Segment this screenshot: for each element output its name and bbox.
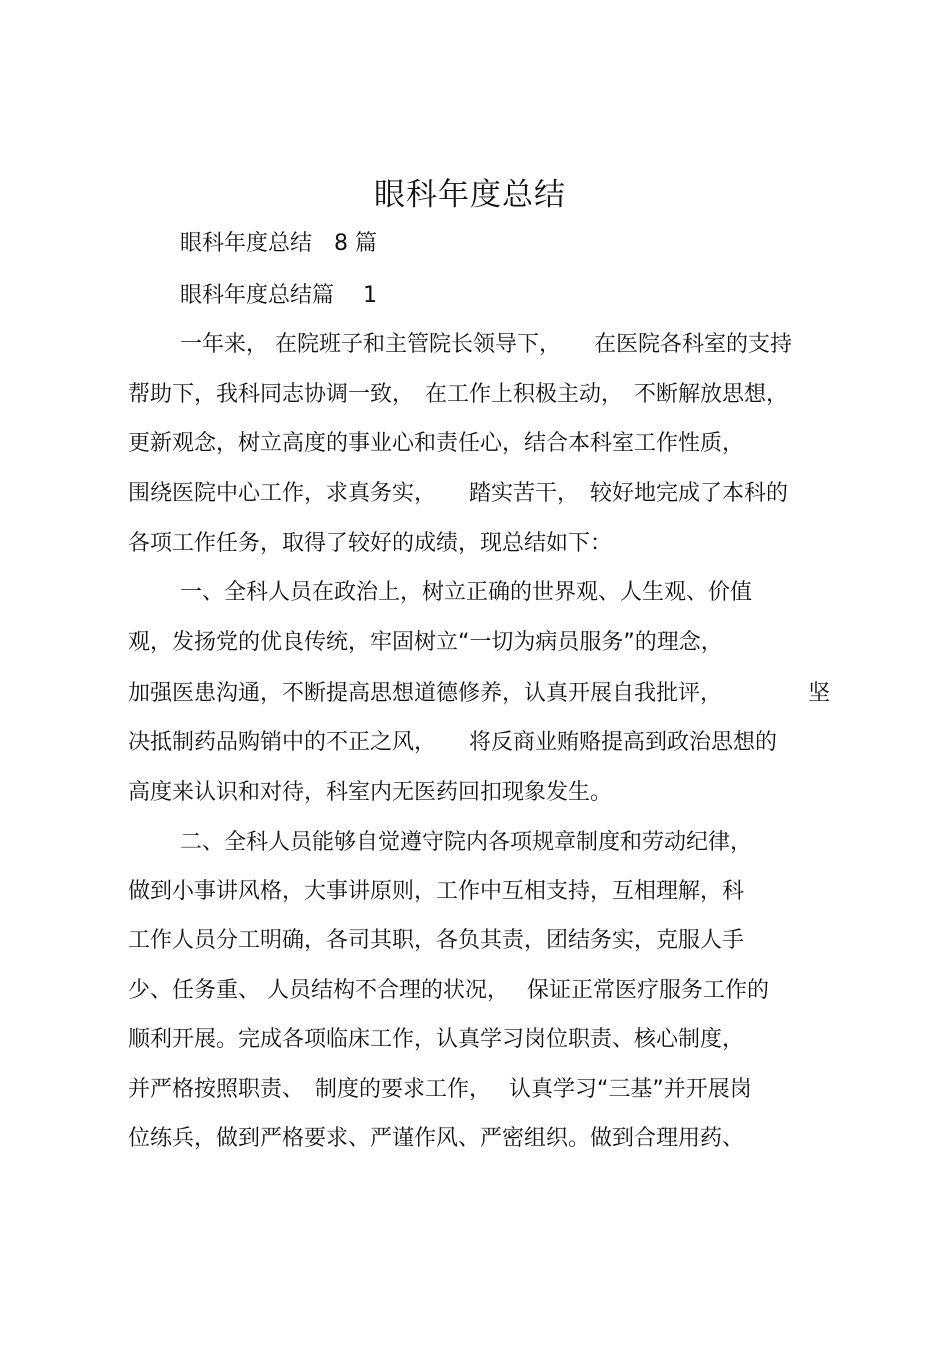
paragraph-line-overflow: 坚 bbox=[808, 681, 831, 706]
section-heading: 眼科年度总结篇 1 bbox=[180, 283, 377, 308]
paragraph-line: 各项工作任务，取得了较好的成绩，现总结如下： bbox=[128, 531, 613, 556]
paragraph-line: 更新观念，树立高度的事业心和责任心，结合本科室工作性质， bbox=[128, 431, 745, 456]
paragraph-line: 位练兵，做到严格要求、严谨作风、严密组织。做到合理用药、 bbox=[128, 1126, 745, 1151]
paragraph-line: 一、全科人员在政治上，树立正确的世界观、人生观、价值 bbox=[180, 580, 753, 605]
paragraph-line: 决抵制药品购销中的不正之风， 将反商业贿赂提高到政治思想的 bbox=[128, 730, 778, 755]
paragraph-line: 工作人员分工明确，各司其职，各负其责，团结务实，克服人手 bbox=[128, 928, 745, 953]
paragraph-line: 并严格按照职责、 制度的要求工作， 认真学习“三基”并开展岗 bbox=[128, 1077, 752, 1102]
paragraph-line: 二、全科人员能够自觉遵守院内各项规章制度和劳动纪律， bbox=[180, 830, 753, 855]
paragraph-line: 加强医患沟通，不断提高思想道德修养，认真开展自我批评， bbox=[128, 681, 723, 706]
paragraph-line: 高度来认识和对待，科室内无医药回扣现象发生。 bbox=[128, 780, 613, 805]
paragraph-line: 顺利开展。完成各项临床工作，认真学习岗位职责、核心制度， bbox=[128, 1027, 745, 1052]
paragraph-line: 一年来， 在院班子和主管院长领导下， 在医院各科室的支持 bbox=[180, 332, 792, 357]
paragraph-line: 少、任务重、 人员结构不合理的状况， 保证正常医疗服务工作的 bbox=[128, 978, 769, 1003]
document-title: 眼科年度总结 bbox=[374, 177, 566, 213]
subtitle-line: 眼科年度总结 8 篇 bbox=[180, 231, 377, 256]
paragraph-line: 围绕医院中心工作，求真务实， 踏实苦干， 较好地完成了本科的 bbox=[128, 481, 789, 506]
paragraph-line: 做到小事讲风格，大事讲原则，工作中互相支持，互相理解，科 bbox=[128, 879, 745, 904]
paragraph-line: 观，发扬党的优良传统，牢固树立“一切为病员服务”的理念， bbox=[128, 630, 723, 655]
paragraph-line: 帮助下，我科同志协调一致， 在工作上积极主动， 不断解放思想， bbox=[128, 382, 789, 407]
